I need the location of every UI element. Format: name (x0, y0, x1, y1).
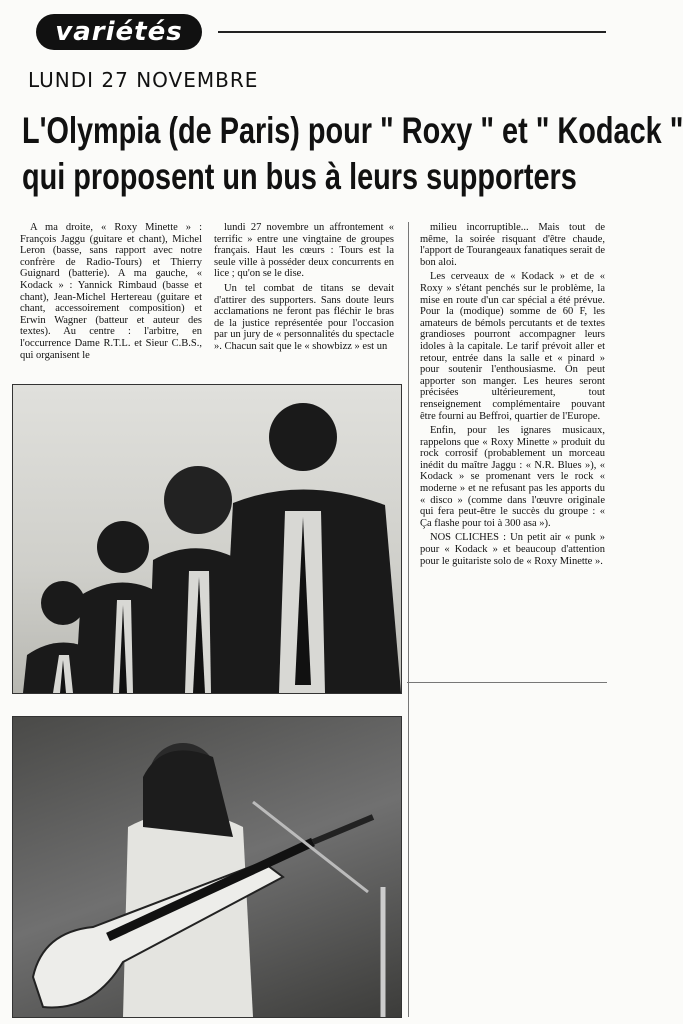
article-column-3 (420, 222, 605, 682)
top-rule (218, 31, 606, 33)
column-divider (408, 222, 409, 1017)
paragraph: lundi 27 novembre un affrontement « terrific » entre une vingtaine de groupes français. Haut les cœurs : Tours est la seule ville à posséder deux concurrents en lice ; qu'on se le dise. (214, 222, 394, 280)
section-badge: variétés (36, 14, 202, 50)
article-column-1 (20, 222, 202, 374)
paragraph: milieu incorruptible... Mais tout de même, la soirée risquant d'être chaude, l'apport de Tourangeaux fanatiques serait de bon aloi. (420, 222, 605, 268)
paragraph: Les cerveaux de « Kodack » et de « Roxy » s'étant penchés sur le problème, la mise en route d'un car spécial a été prévue. Pour la (modique) somme de 60 F, les amateurs de bémols percutants et de textes grandioses pourront accompagner leurs idoles à la capitale. Le tarif prévoit aller et retour, entrée dans la salle et « pinard » pour soutenir l'enthousiasme. On peut apporter son manger. Les heures seront précisées ultérieurement, tout renseignement complémentaire pouvant être fourni au Beffroi, quartier de l'Europe. (420, 271, 605, 422)
headline (22, 108, 683, 200)
column-end-rule (407, 682, 607, 683)
guitarist-photo-illustration (13, 717, 401, 1017)
band-photo-kodack (12, 384, 402, 694)
paragraph: Enfin, pour les ignares musicaux, rappelons que « Roxy Minette » produit du rock corrosif (probablement un morceau inédit du maître Jaggu : « N.R. Blues »), « Kodack » se promenant vers le rock « moderne » et ne refusant pas les apports du « disco » (comme dans l'œuvre originale qui fera peut-être le succès du groupe : « Ça flashe pour toi à 300 asa »). (420, 425, 605, 529)
article-column-2 (214, 222, 394, 374)
photo-caption: NOS CLICHES : Un petit air « punk » pour « Kodack » et beaucoup d'attention pour le guitariste solo de « Roxy Minette ». (420, 532, 605, 567)
article-date: LUNDI 27 NOVEMBRE (28, 68, 259, 92)
band-photo-illustration (13, 385, 401, 693)
paragraph: A ma droite, « Roxy Minette » : François Jaggu (guitare et chant), Michel Leron (basse, sans rapport avec notre confrère de Radio-Tours) et Thierry Guignard (batterie). A ma gauche, « Kodack » : Yannick Rimbaud (basse et chant), Jean-Michel Hertereau (guitare et chant, accessoirement composition) et Erwin Wagner (batteur et auteur des textes). Au centre : l'arbitre, en l'occurrence Dame R.T.L. et Sieur C.B.S., qui organisent le (20, 222, 202, 361)
headline-line-1: L'Olympia (de Paris) pour " Roxy " et " Kodack " (22, 110, 683, 151)
headline-line-2: qui proposent un bus à leurs supporters (22, 156, 577, 197)
paragraph: Un tel combat de titans se devait d'attirer des supporters. Sans doute leurs acclamations ne feront pas fléchir le bras de la justice représentée pour l'occasion par un jury de « personnalités du spectacle ». Chacun sait que le « showbizz » est un (214, 282, 394, 352)
guitarist-photo-roxy-minette (12, 716, 402, 1018)
